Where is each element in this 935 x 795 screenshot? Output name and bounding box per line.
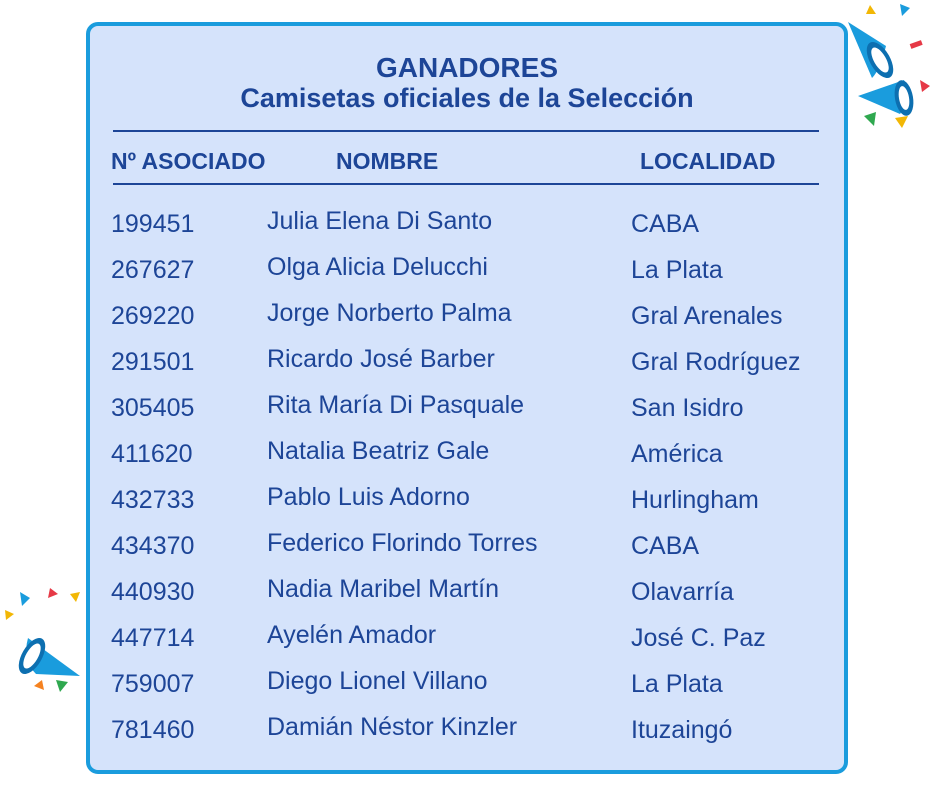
member-number: 267627 (111, 256, 195, 284)
party-horn-bottom-left-icon (0, 580, 95, 700)
member-name: Olga Alicia Delucchi (267, 253, 488, 281)
member-name: Jorge Norberto Palma (267, 299, 512, 327)
member-locality: Olavarría (631, 578, 734, 606)
member-number: 199451 (111, 210, 195, 238)
table-row (90, 666, 844, 712)
member-name: Federico Florindo Torres (267, 529, 538, 557)
table-row (90, 252, 844, 298)
member-locality: La Plata (631, 670, 723, 698)
column-header-name: NOMBRE (336, 148, 439, 174)
member-number: 434370 (111, 532, 195, 560)
member-locality: CABA (631, 210, 700, 238)
column-header-num: Nº ASOCIADO (111, 148, 266, 174)
table-row (90, 528, 844, 574)
member-number: 269220 (111, 302, 195, 330)
member-number: 411620 (111, 440, 193, 468)
table-row (90, 574, 844, 620)
member-locality: La Plata (631, 256, 723, 284)
member-name: Diego Lionel Villano (267, 667, 488, 695)
table-row (90, 620, 844, 666)
member-locality: Hurlingham (631, 486, 759, 514)
member-name: Pablo Luis Adorno (267, 483, 470, 511)
member-locality: Gral Rodríguez (631, 348, 801, 376)
member-number: 447714 (111, 624, 195, 652)
table-row (90, 712, 844, 758)
header-top-divider (113, 130, 819, 132)
member-locality: José C. Paz (631, 624, 766, 652)
column-header-loc: LOCALIDAD (640, 148, 776, 174)
table-row (90, 344, 844, 390)
member-number: 432733 (111, 486, 195, 514)
member-name: Natalia Beatriz Gale (267, 437, 490, 465)
table-row (90, 298, 844, 344)
member-locality: América (631, 440, 723, 468)
party-horn-top-right-icon (840, 0, 935, 135)
member-number: 781460 (111, 716, 195, 744)
member-name: Ricardo José Barber (267, 345, 495, 373)
member-name: Rita María Di Pasquale (267, 391, 525, 419)
member-name: Damián Néstor Kinzler (267, 713, 518, 741)
member-locality: CABA (631, 532, 700, 560)
member-name: Julia Elena Di Santo (267, 207, 493, 235)
header-bottom-divider (113, 183, 819, 185)
member-name: Ayelén Amador (267, 621, 437, 649)
page-subtitle: Camisetas oficiales de la Selección (240, 83, 694, 113)
table-row (90, 436, 844, 482)
member-number: 291501 (111, 348, 195, 376)
member-locality: Gral Arenales (631, 302, 783, 330)
table-row (90, 206, 844, 252)
member-number: 305405 (111, 394, 195, 422)
member-locality: San Isidro (631, 394, 744, 422)
member-name: Nadia Maribel Martín (267, 575, 500, 603)
member-number: 759007 (111, 670, 195, 698)
winners-card (86, 22, 848, 774)
page-title: GANADORES (375, 52, 558, 83)
table-row (90, 390, 844, 436)
table-row (90, 482, 844, 528)
member-locality: Ituzaingó (631, 716, 733, 744)
member-number: 440930 (111, 578, 195, 606)
